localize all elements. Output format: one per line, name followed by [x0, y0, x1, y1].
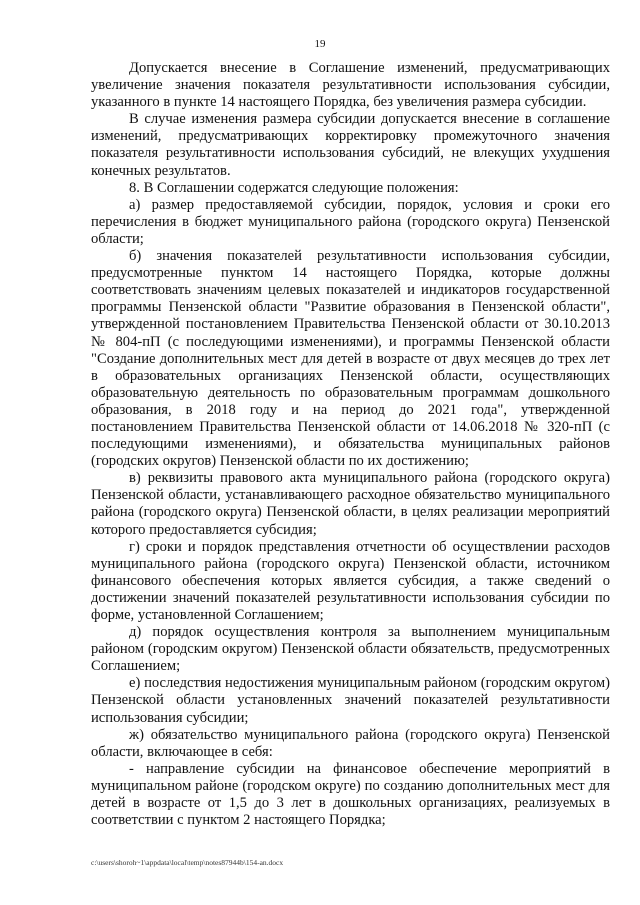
paragraph-7: г) сроки и порядок представления отчетности об осуществлении расходов муниципального района (городского округа) Пензенской области, источником финансового обеспечения которых является субсидия, а также сведений о достижении значений показателей результативности использования субсидии по форме, установленной Соглашением;: [91, 538, 610, 623]
page-number: 19: [314, 38, 326, 50]
paragraph-10: ж) обязательство муниципального района (городского округа) Пензенской области, включающее в себя:: [91, 726, 610, 760]
paragraph-1: Допускается внесение в Соглашение изменений, предусматривающих увеличение значения показателя результативности использования субсидии, указанного в пункте 14 настоящего Порядка, без увеличения размера субсидии.: [91, 60, 610, 111]
paragraph-11: - направление субсидии на финансовое обеспечение мероприятий в муниципальном районе (городском округе) по созданию дополнительных мест для детей в возрасте от 1,5 до 3 лет в дошкольных организациях, реализуемых в соответствии с пунктом 2 настоящего Порядка;: [91, 760, 610, 829]
document-body: [91, 60, 610, 829]
paragraph-5: б) значения показателей результативности использования субсидии, предусмотренные пунктом 14 настоящего Порядка, которые должны соответствовать значениям целевых показателей и индикаторов государственной программы Пензенской области "Развитие образования в Пензенской области", утвержденной постановлением Правительства Пензенской области от 30.10.2013 № 804-пП (с последующими изменениями), и программы Пензенской области "Создание дополнительных мест для детей в возрасте от двух месяцев до трех лет в образовательных организациях Пензенской области, осуществляющих образовательную деятельность по образовательным программам дошкольного образования, в 2018 году и на период до 2021 года", утвержденной постановлением Правительства Пензенской области от 14.06.2018 № 320-пП (с последующими изменениями), и обязательства муниципальных районов (городских округов) Пензенской области по их достижению;: [91, 248, 610, 470]
paragraph-4: а) размер предоставляемой субсидии, порядок, условия и сроки его перечисления в бюджет муниципального района (городского округа) Пензенской области;: [91, 196, 610, 247]
paragraph-2: В случае изменения размера субсидии допускается внесение в соглашение изменений, предусматривающих корректировку промежуточного значения показателя результативности использования субсидий, не влекущих ухудшения конечных результатов.: [91, 111, 610, 179]
paragraph-6: в) реквизиты правового акта муниципального района (городского округа) Пензенской области, устанавливающего расходное обязательство муниципального района (городского округа) Пензенской области, в целях реализации мероприятий которого предоставляется субсидия;: [91, 470, 610, 538]
paragraph-3: 8. В Соглашении содержатся следующие положения:: [129, 179, 459, 196]
footer-file-path: c:\users\shoroh~1\appdata\local\temp\notes87944b\154-an.docx: [91, 858, 284, 867]
paragraph-9: е) последствия недостижения муниципальным районом (городским округом) Пензенской области установленных значений показателей результативности использования субсидии;: [91, 675, 610, 726]
paragraph-8: д) порядок осуществления контроля за выполнением муниципальным районом (городским округом) Пензенской области обязательств, предусмотренных Соглашением;: [91, 624, 610, 675]
